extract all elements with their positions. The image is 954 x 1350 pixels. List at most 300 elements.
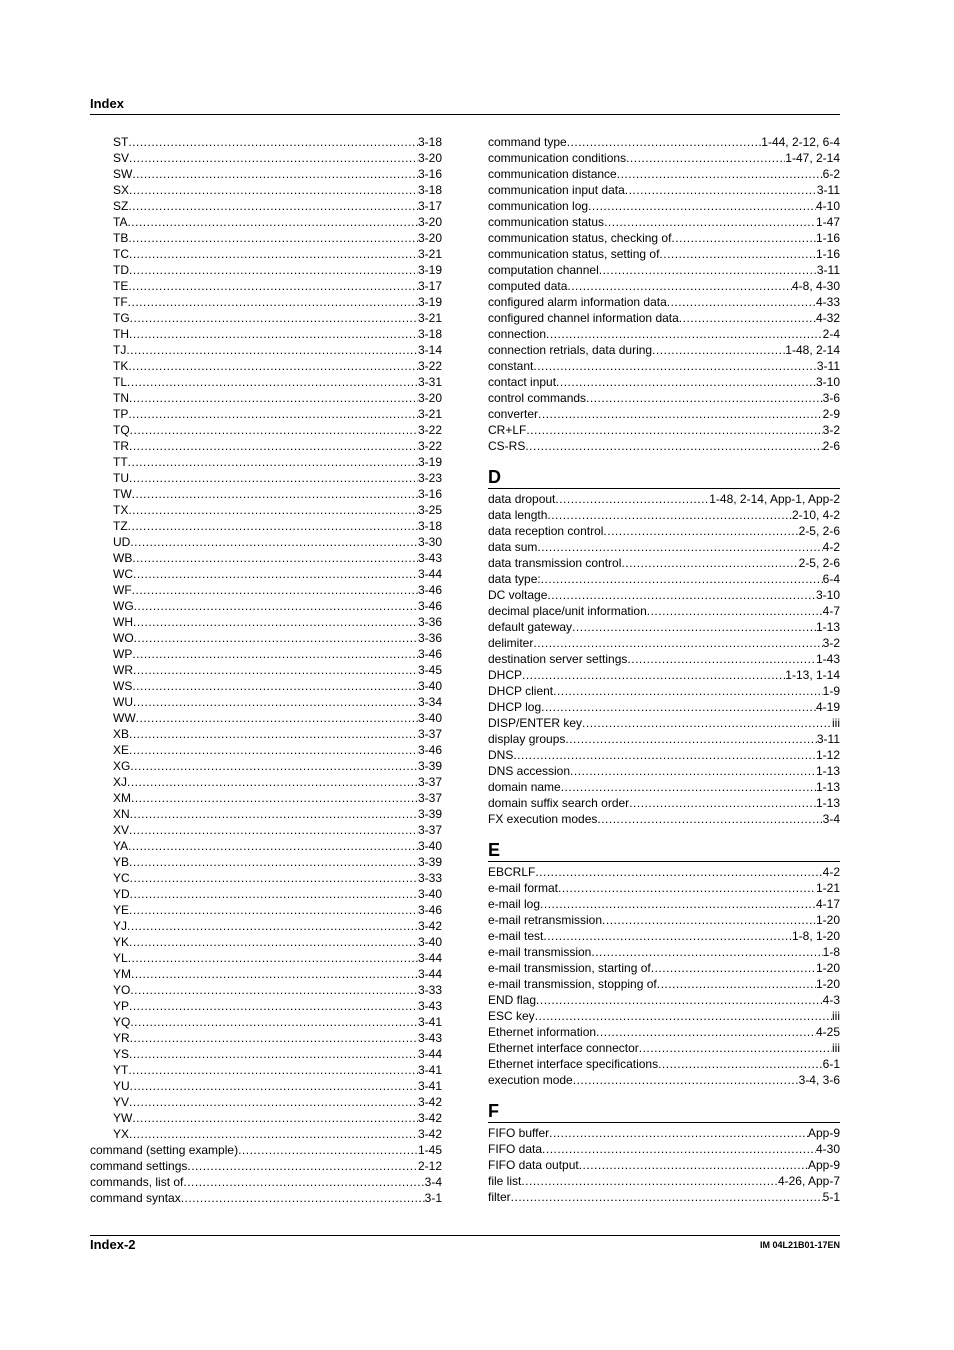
index-page-ref: 2-5, 2-6 [798,524,840,538]
index-entry [488,880,840,896]
index-page-ref: 3-40 [417,935,442,949]
index-entry [90,182,442,198]
index-entry [90,630,442,646]
index-term: command syntax [90,1191,181,1205]
index-entry [90,710,442,726]
index-entry [90,934,442,950]
index-term: filter [488,1190,511,1204]
index-page-ref: 3-20 [417,215,442,229]
index-term: YE [113,903,130,917]
index-entry [488,976,840,992]
index-term: TK [113,359,129,373]
index-entry [488,1072,840,1088]
index-term: YK [113,935,130,949]
index-entry [488,1040,840,1056]
dot-leader [127,374,418,390]
dot-leader [132,550,418,566]
index-page-ref: 1-48, 2-14 [785,343,840,357]
dot-leader [132,486,418,502]
index-page-ref: 3-40 [417,679,442,693]
index-page-ref: 1-47 [815,215,840,229]
dot-leader [579,1157,808,1173]
dot-leader [522,667,785,683]
index-term: FIFO data output [488,1158,579,1172]
index-term: TH [113,327,129,341]
index-entry [90,1062,442,1078]
index-page-ref: 1-45 [417,1143,442,1157]
index-entry [90,774,442,790]
index-page-ref: 3-41 [417,1079,442,1093]
index-term: CS-RS [488,439,526,453]
index-page-ref: 3-11 [816,263,840,277]
dot-leader [129,902,418,918]
index-page-ref: 3-42 [417,1111,442,1125]
index-term: default gateway [488,620,573,634]
dot-leader [533,635,822,651]
index-page-ref: 3-14 [417,343,442,357]
index-page-ref: 3-37 [417,823,442,837]
index-page-ref: 3-40 [417,887,442,901]
index-page-ref: 3-17 [417,279,442,293]
index-entry [90,374,442,390]
index-page-ref: 3-21 [417,311,442,325]
index-page-ref: 3-45 [417,663,442,677]
index-term: YA [113,839,129,853]
index-page-ref: 3-2 [822,423,840,437]
dot-leader [128,502,418,518]
index-term: TZ [113,519,128,533]
index-term: WH [113,615,133,629]
index-entry [90,150,442,166]
index-entry [488,390,840,406]
index-term: commands, list of [90,1175,184,1189]
index-term: data dropout [488,492,556,506]
index-page-ref: 3-42 [417,1127,442,1141]
index-term: command (setting example) [90,1143,239,1157]
index-page-ref: 3-43 [417,551,442,565]
index-entry [90,438,442,454]
index-entry [90,1094,442,1110]
index-page-ref: 3-18 [417,327,442,341]
index-page-ref: 4-10 [815,199,840,213]
index-term: TL [113,375,128,389]
index-page-ref: 3-44 [417,567,442,581]
dot-leader [128,358,418,374]
index-page-ref: 4-32 [815,311,840,325]
index-term: YW [113,1111,133,1125]
index-entry [488,406,840,422]
dot-leader [671,230,816,246]
index-term: data length [488,508,548,522]
dot-leader [136,710,418,726]
index-entry [90,230,442,246]
dot-leader [128,518,418,534]
index-entry [90,870,442,886]
index-entry [488,438,840,454]
footer-rule [90,1235,840,1236]
index-term: YC [113,871,130,885]
index-page-ref: 3-20 [417,151,442,165]
index-page-ref: 3-19 [417,455,442,469]
dot-leader [183,1174,424,1190]
dot-leader [187,1158,418,1174]
index-entry [488,811,840,827]
index-entry [90,534,442,550]
index-entry [488,1189,840,1205]
index-term: YD [113,887,130,901]
index-term: DHCP client [488,684,554,698]
index-entry [90,278,442,294]
index-term: command type [488,135,567,149]
index-page-ref: 1-16 [815,231,840,245]
index-term: TA [113,215,128,229]
index-entry [90,822,442,838]
index-entry [90,1078,442,1094]
index-term: YL [113,951,128,965]
index-entry [488,763,840,779]
index-entry [488,795,840,811]
dot-leader [521,1173,778,1189]
dot-leader [129,246,418,262]
index-entry [90,1158,442,1174]
dot-leader [536,992,823,1008]
index-entry [90,918,442,934]
dot-leader [128,1062,418,1078]
index-term: XG [113,759,131,773]
index-term: YV [113,1095,130,1109]
index-entry [90,310,442,326]
dot-leader [604,214,816,230]
index-entry [488,134,840,150]
index-page-ref: 3-30 [417,535,442,549]
index-term: TE [113,279,129,293]
index-page-ref: 2-10, 4-2 [791,508,840,522]
index-entry [90,166,442,182]
dot-leader [533,358,816,374]
dot-leader [659,246,816,262]
dot-leader [586,390,823,406]
index-page-ref: 3-44 [417,967,442,981]
index-entry [488,1125,840,1141]
dot-leader [132,646,418,662]
index-entry [488,864,840,880]
index-page-ref: 4-26, App-7 [777,1174,840,1188]
dot-leader [130,1030,418,1046]
index-entry [488,1008,840,1024]
index-term: XV [113,823,130,837]
index-page-ref: App-9 [807,1158,840,1172]
dot-leader [572,619,816,635]
index-entry [488,310,840,326]
dot-leader [535,864,822,880]
index-entry [90,902,442,918]
index-entry [488,1024,840,1040]
index-page-ref: 3-17 [417,199,442,213]
dot-leader [679,310,816,326]
index-page-ref: 3-37 [417,727,442,741]
dot-leader [130,1014,418,1030]
index-term: UD [113,535,131,549]
index-term: ST [113,135,129,149]
dot-leader [627,651,816,667]
dot-leader [130,886,418,902]
index-page-ref: 3-10 [815,375,840,389]
page-header-title: Index [90,96,124,111]
index-page-ref: 3-39 [417,807,442,821]
dot-leader [538,406,823,422]
index-entry [90,598,442,614]
dot-leader [540,896,816,912]
index-term: TQ [113,423,130,437]
index-page-ref: 3-2 [822,636,840,650]
index-page-ref: 3-4 [424,1175,442,1189]
dot-leader [657,976,816,992]
dot-leader [133,566,418,582]
index-entry [488,587,840,603]
index-page-ref: 5-1 [822,1190,840,1204]
dot-leader [129,182,418,198]
index-page-ref: 3-46 [417,903,442,917]
index-entry [488,1141,840,1157]
index-page-ref: 6-2 [822,167,840,181]
index-page-ref: 1-13 [815,620,840,634]
section-letter-heading: E [488,840,840,862]
dot-leader [558,880,816,896]
dot-leader [513,747,816,763]
index-entry [90,886,442,902]
index-page-ref: 3-20 [417,391,442,405]
index-term: XN [113,807,130,821]
section-letter-heading: F [488,1101,840,1123]
dot-leader [596,1024,816,1040]
index-entry [90,342,442,358]
index-page-ref: 3-18 [417,135,442,149]
dot-leader [129,998,418,1014]
index-entry [90,1014,442,1030]
index-term: CR+LF [488,423,527,437]
index-entry [488,928,840,944]
index-term: TR [113,439,129,453]
dot-leader [658,1056,823,1072]
index-page-ref: iii [832,716,840,730]
index-term: data type: [488,572,541,586]
index-term: SX [113,183,130,197]
index-entry [90,422,442,438]
index-term: e-mail retransmission [488,913,603,927]
dot-leader [547,507,792,523]
dot-leader [511,1189,823,1205]
dot-leader [588,198,816,214]
index-term: TB [113,231,129,245]
index-page-ref: 3-40 [417,711,442,725]
index-entry [488,1173,840,1189]
index-term: DNS accession [488,764,571,778]
dot-leader [133,662,418,678]
index-term: TT [113,455,128,469]
index-page-ref: 3-36 [417,615,442,629]
index-page-ref: 4-3 [822,993,840,1007]
index-term: e-mail format [488,881,559,895]
index-term: WW [113,711,136,725]
index-entry [488,603,840,619]
index-page-ref: 1-12 [815,748,840,762]
index-page-ref: 1-16 [815,247,840,261]
index-entry [488,960,840,976]
index-entry [488,699,840,715]
index-term: YQ [113,1015,131,1029]
index-entry [488,507,840,523]
index-term: ESC key [488,1009,535,1023]
dot-leader [537,539,822,555]
index-term: XM [113,791,131,805]
index-term: file list [488,1174,522,1188]
index-entry [90,1174,442,1190]
index-page-ref: 1-21 [815,881,840,895]
index-term: EBCRLF [488,865,536,879]
dot-leader [542,1141,816,1157]
index-entry [488,150,840,166]
index-page-ref: 3-43 [417,1031,442,1045]
section-letter-heading: D [488,467,840,489]
dot-leader [238,1142,418,1158]
index-page-ref: 3-18 [417,183,442,197]
dot-leader [543,928,792,944]
index-page-ref: 2-4 [822,327,840,341]
index-term: YU [113,1079,130,1093]
index-page-ref: 1-8 [822,945,840,959]
index-page-ref: 3-46 [417,599,442,613]
index-entry [90,950,442,966]
index-entry [90,566,442,582]
index-term: YX [113,1127,130,1141]
dot-leader [128,294,418,310]
index-term: contact input [488,375,557,389]
index-entry [488,779,840,795]
index-entry [90,454,442,470]
footer-page-label: Index-2 [90,1237,136,1252]
dot-leader [129,438,418,454]
index-entry [90,1110,442,1126]
dot-leader [535,1008,832,1024]
dot-leader [128,838,418,854]
dot-leader [625,182,817,198]
index-term: data sum [488,540,538,554]
dot-leader [561,779,816,795]
index-term: communication log [488,199,589,213]
dot-leader [603,523,798,539]
dot-leader [130,982,418,998]
index-term: FIFO buffer [488,1126,550,1140]
index-page-ref: 3-31 [417,375,442,389]
dot-leader [129,1126,418,1142]
index-term: Ethernet interface connector [488,1041,639,1055]
dot-leader [129,854,418,870]
index-entry [90,1046,442,1062]
index-term: DHCP [488,668,523,682]
index-page-ref: 3-44 [417,951,442,965]
index-page-ref: 3-22 [417,423,442,437]
dot-leader [128,406,418,422]
index-page-ref: 1-13 [815,796,840,810]
index-term: TP [113,407,129,421]
index-term: delimiter [488,636,534,650]
index-page-ref: 3-21 [417,407,442,421]
dot-leader [132,166,418,182]
index-entry [90,502,442,518]
index-entry [488,358,840,374]
index-page-ref: 3-42 [417,919,442,933]
index-page-ref: 1-20 [815,977,840,991]
index-page-ref: 1-13 [815,764,840,778]
index-term: communication status, checking of [488,231,672,245]
index-entry [90,982,442,998]
dot-leader [553,683,823,699]
index-term: WG [113,599,134,613]
dot-leader [131,966,418,982]
index-term: connection [488,327,547,341]
index-entry [90,550,442,566]
index-entry [90,742,442,758]
dot-leader [667,294,816,310]
index-entry [90,1190,442,1206]
dot-leader [126,342,418,358]
index-page-ref: 3-21 [417,247,442,261]
index-term: e-mail transmission [488,945,592,959]
index-entry [90,966,442,982]
index-page-ref: 3-16 [417,167,442,181]
index-page-ref: 4-17 [815,897,840,911]
index-term: e-mail log [488,897,541,911]
index-term: WB [113,551,133,565]
index-entry [90,470,442,486]
dot-leader [129,1094,418,1110]
index-entry [488,214,840,230]
index-page-ref: 2-5, 2-6 [798,556,840,570]
index-term: data transmission control [488,556,622,570]
index-term: YS [113,1047,130,1061]
dot-leader [129,742,418,758]
index-entry [488,571,840,587]
index-page-ref: 1-20 [815,913,840,927]
index-entry [90,998,442,1014]
index-page-ref: 4-2 [822,865,840,879]
index-entry [90,1142,442,1158]
dot-leader [130,422,418,438]
index-entry [90,726,442,742]
index-term: DC voltage [488,588,548,602]
dot-leader [132,1110,418,1126]
index-page-ref: 3-46 [417,647,442,661]
index-entry [488,667,840,683]
index-page-ref: 3-4 [822,812,840,826]
dot-leader [602,912,816,928]
index-entry [488,619,840,635]
index-entry [488,523,840,539]
index-page-ref: 4-25 [815,1025,840,1039]
index-term: WS [113,679,133,693]
index-term: decimal place/unit information [488,604,647,618]
index-page-ref: 4-33 [815,295,840,309]
index-entry [488,651,840,667]
index-page-ref: 3-4, 3-6 [798,1073,840,1087]
index-page-ref: 3-33 [417,983,442,997]
index-entry [90,486,442,502]
dot-leader [573,1072,799,1088]
index-entry [90,518,442,534]
index-column-right [488,134,840,1205]
index-term: DHCP log [488,700,542,714]
index-page-ref: 2-12 [417,1159,442,1173]
